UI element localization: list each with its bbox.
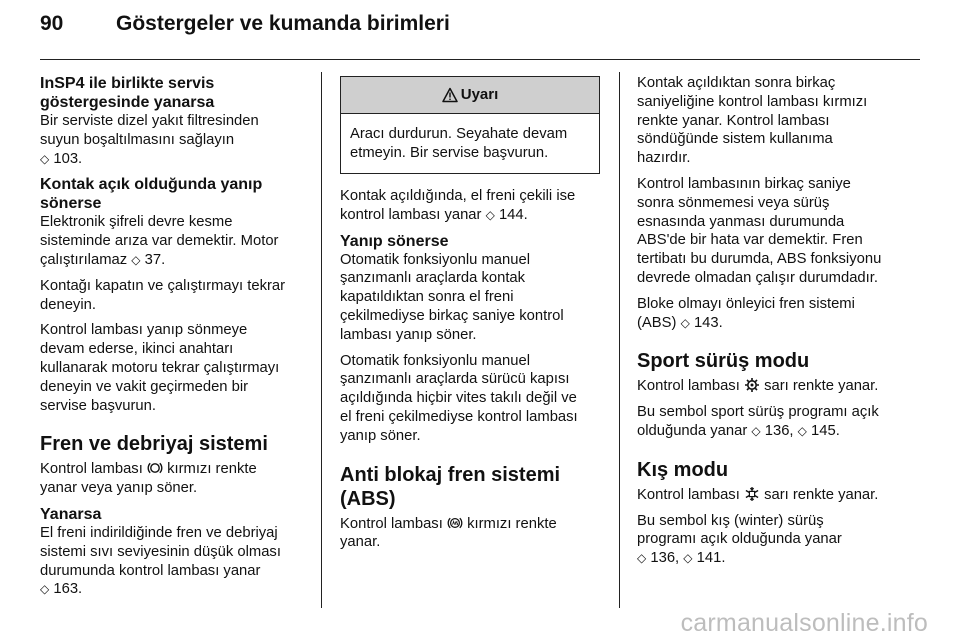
page-reference: 145. [811,422,840,439]
reference-arrow-icon: ◇ [683,551,693,566]
reference-arrow-icon: ◇ [751,423,761,438]
section-heading: Yanarsa [40,505,102,523]
warning-header [341,77,599,114]
section-heading: Kış modu [637,458,729,481]
column-1 [40,74,306,599]
paragraph: Kontrol lambasının birkaç saniye sonra sönmemesi veya sürüş esnasında yanması durumunda ABS'de bir hata var demektir. Fren tertibatı bu durumda, ABS fonksiyonu devrede olmadan çalışır durumdadır. [637,175,882,286]
sport-mode-icon [744,377,760,393]
reference-arrow-icon: ◇ [637,551,647,566]
paragraph: Otomatik fonksiyonlu manuel şanzımanlı araçlarda kontak kapatıldıktan sonra el freni çekilmediyse birkaç saniye kontrol lambası yanıp söner. [340,251,564,343]
paragraph: Bu sembol sport sürüş programı açık olduğunda yanar ◇ 136, ◇ 145. [637,404,879,439]
reference-arrow-icon: ◇ [797,423,807,438]
reference-arrow-icon: ◇ [485,207,495,222]
page-reference: 144. [498,206,528,223]
reference-arrow-icon: ◇ [680,315,690,330]
section-heading: Kontak açık olduğunda yanıp sönerse [40,176,263,213]
section-heading: Fren ve debriyaj sistemi [40,433,268,456]
warning-box [340,76,600,174]
paragraph: Bloke olmayı önleyici fren sistemi (ABS) ◇ 143. [637,295,855,331]
warning-title: Uyarı [460,85,499,103]
column-3 [637,74,905,568]
watermark: carmanualsonline.info [680,609,928,637]
paragraph: Kontrol lambası sarı renkte yanar. [637,378,879,395]
abs-icon [447,515,463,531]
page-number: 90 [40,12,64,35]
paragraph: Kontak açıldığında, el freni çekili ise kontrol lambası yanar ◇ 144. [340,188,576,223]
paragraph: Bu sembol kış (winter) sürüş programı açık olduğunda yanar ◇ 136, ◇ 141. [637,512,842,567]
column-2 [340,74,602,552]
page-reference: 141. [696,550,726,567]
page-title: Göstergeler ve kumanda birimleri [116,12,450,35]
paragraph: Kontrol lambası sarı renkte yanar. [637,486,879,503]
column-divider-1 [321,72,322,608]
page-header [40,10,918,46]
reference-arrow-icon: ◇ [40,151,50,166]
page-reference: 37. [144,251,166,268]
section-heading: Anti blokaj fren sistemi (ABS) [340,463,561,510]
paragraph: Kontağı kapatın ve çalıştırmayı tekrar deneyin. [40,277,286,313]
section-heading: Sport sürüş modu [637,350,810,373]
paragraph: Kontak açıldıktan sonra birkaç saniyeliğine kontrol lambası kırmızı renkte yanar. Kontrol lambası söndüğünde sistem kullanıma hazırdır. [637,75,868,167]
page-reference: 143. [693,314,723,331]
warning-triangle-icon [442,87,458,103]
section-heading: InSP4 ile birlikte servis göstergesinde yanarsa [40,75,215,111]
warning-text: Aracı durdurun. Seyahate devam etmeyin. Bir servise başvurun. [350,126,568,161]
paragraph: Otomatik fonksiyonlu manuel şanzımanlı araçlarda sürücü kapısı açıldığında hiçbir vites takılı değil ve el freni çekilmediyse kontrol lambası yanıp söner. [340,352,578,444]
section-heading: Yanıp sönerse [340,232,449,250]
header-divider [40,59,920,60]
paragraph: Kontrol lambası kırmızı renkte yanar. [340,515,557,551]
brake-warning-icon [147,460,163,476]
page-reference: 136, [650,550,680,567]
page-reference: 136, [764,422,794,439]
paragraph: Kontrol lambası yanıp sönmeye devam ederse, ikinci anahtarı kullanarak motoru tekrar çalıştırmayı deneyin ve vakit geçirmeden bir servise başvurun. [40,322,280,414]
paragraph: El freni indirildiğinde fren ve debriyaj sistemi sıvı seviyesinin düşük olması durumunda kontrol lambası yanar ◇ 163. [40,524,281,598]
column-divider-2 [619,72,620,608]
paragraph: Kontrol lambası kırmızı renkte yanar veya yanıp söner. [40,461,257,497]
reference-arrow-icon: ◇ [131,252,141,267]
winter-mode-icon [744,486,760,502]
paragraph: Elektronik şifreli devre kesme sisteminde arıza var demektir. Motor çalıştırılamaz ◇ 37. [40,214,279,268]
paragraph: Bir serviste dizel yakıt filtresinden suyun boşaltılmasını sağlayın ◇ 103. [40,113,259,167]
page-reference: 163. [53,581,83,598]
page-reference: 103. [53,150,83,167]
reference-arrow-icon: ◇ [40,582,50,597]
